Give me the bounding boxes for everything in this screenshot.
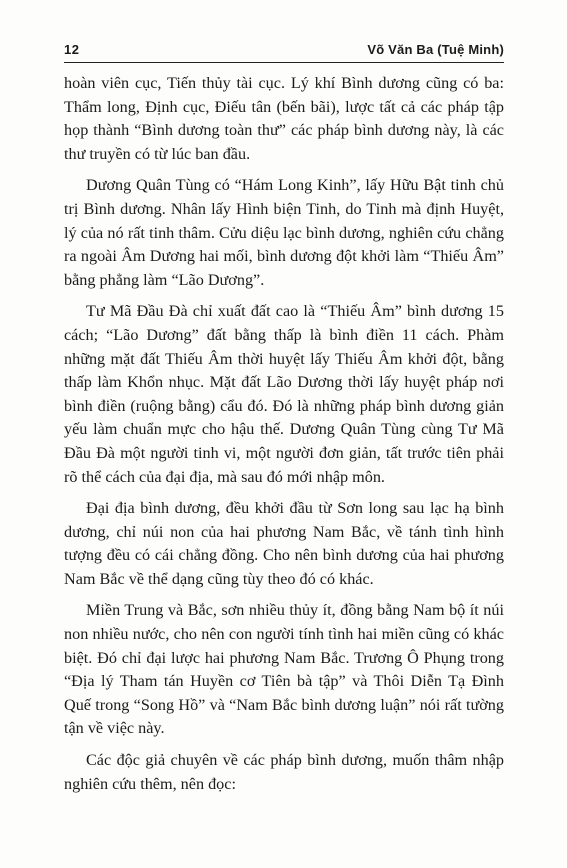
paragraph: Dương Quân Tùng có “Hám Long Kinh”, lấy Hữu Bật tinh chủ trị Bình dương. Nhân lấy Hình biện Tinh, do Tinh mà định Huyệt, lý của nó rất tinh thâm. Cửu diệu lạc bình dương, nghiên cứu chẳng ra ngoài Âm Dương hai mối, bình dương đột khởi làm “Thiếu Âm” bằng phẳng làm “Lão Dương”. [64,176,504,289]
paragraph: Miền Trung và Bắc, sơn nhiều thủy ít, đồng bằng Nam bộ ít núi non nhiều nước, cho nên con người tính tình hai miền cũng có khác biệt. Đó chỉ đại lược hai phương Nam Bắc. Trương Ô Phụng trong “Địa lý Tham tán Huyền cơ Tiên bà tập” và Thôi Diễn Tạ Đình Quế trong “Song Hồ” và “Nam Bắc bình dương luận” nói rất tường tận về việc này. [64,601,504,738]
page-number: 12 [64,42,80,57]
running-head: Võ Văn Ba (Tuệ Minh) [367,42,504,57]
paragraph: Các độc giả chuyên về các pháp bình dương, muốn thâm nhập nghiên cứu thêm, nên đọc: [64,751,504,793]
paragraph: Tư Mã Đầu Đà chỉ xuất đất cao là “Thiếu Âm” bình dương 15 cách; “Lão Dương” đất bằng thấp là bình điền 11 cách. Phàm những mặt đất Thiếu Âm thời huyệt lấy Thiếu Âm khởi đột, bằng thấp làm Khổn nhục. Mặt đất Lão Dương thời lấy huyệt pháp nơi bình điền (ruộng bằng) cẩu đó. Đó là những pháp bình dương giản yếu làm chuẩn mực cho hậu thế. Dương Quân Tùng cùng Tư Mã Đầu Đà một người tinh vi, một người đơn giản, tất trước tiên phải rõ thể cách của đại địa, mà sau đó mới nhập môn. [64,302,504,486]
body-text [64,72,504,804]
page-header [64,40,504,62]
paragraph: Đại địa bình dương, đều khởi đầu từ Sơn long sau lạc hạ bình dương, chỉ núi non của hai phương Nam Bắc, về tánh tình hình tượng đều có cái chẳng đồng. Cho nên bình dương của hai phương Nam Bắc về thể dạng cũng tùy theo đó có khác. [64,499,504,588]
paragraph: hoàn viên cục, Tiến thủy tài cục. Lý khí Bình dương cũng có ba: Thẩm long, Định cục, Điếu tân (bến bãi), lược tất cả các pháp tập họp thành “Bình dương toàn thư” các pháp bình dương này, là các thư truyền có từ lúc ban đầu. [64,74,504,163]
header-rule [64,62,504,63]
